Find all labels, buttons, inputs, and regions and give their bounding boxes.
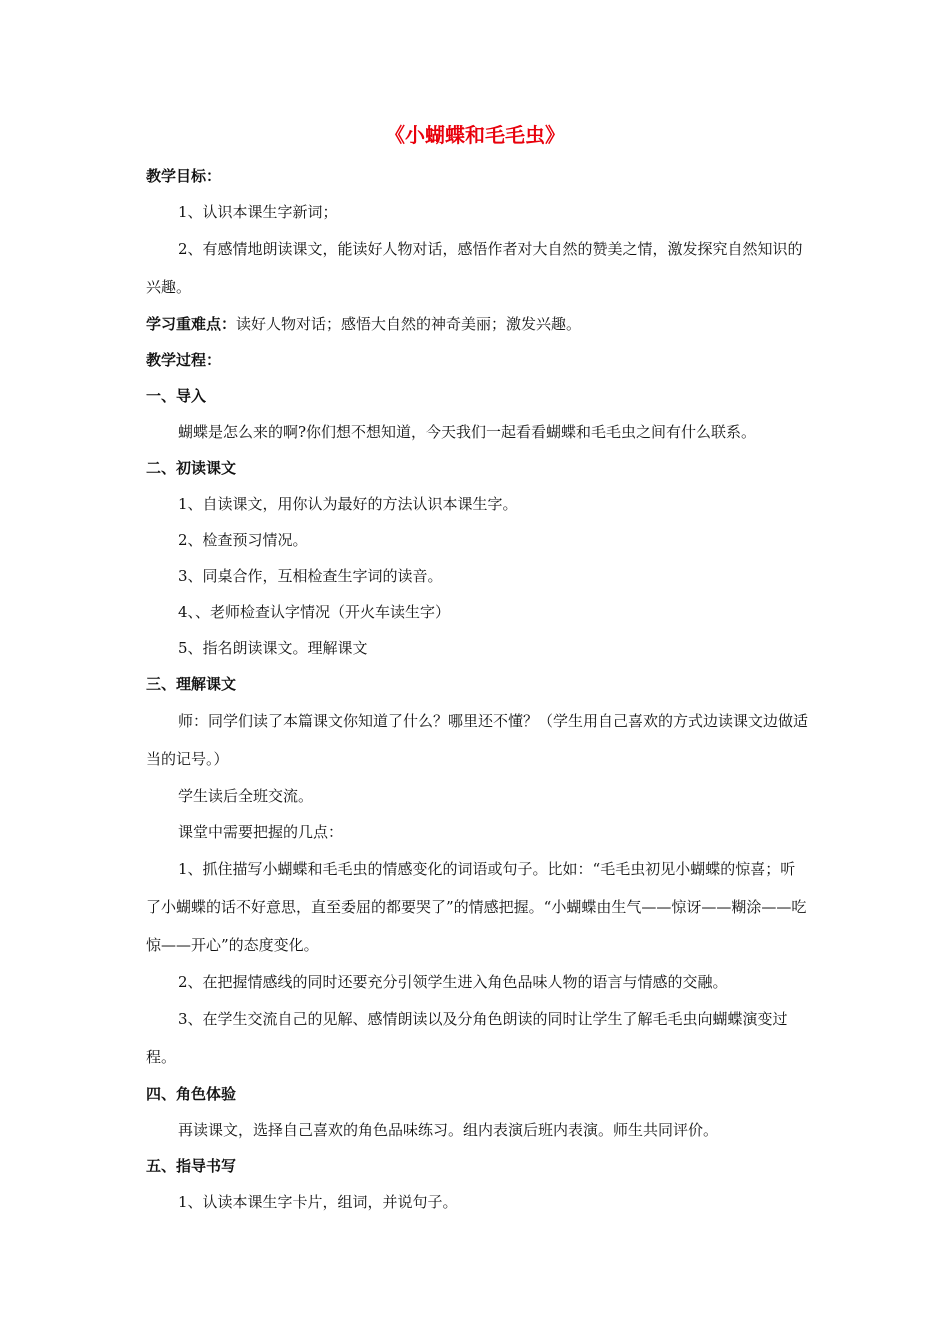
section-heading-understanding: 三、理解课文	[146, 675, 237, 693]
key-points-text: 读好人物对话；感悟大自然的神奇美丽；激发兴趣。	[236, 315, 582, 333]
process-heading: 教学过程：	[146, 351, 222, 369]
section-heading-intro: 一、导入	[146, 387, 207, 405]
key-points-label: 学习重难点：	[146, 315, 237, 333]
intro-text: 蝴蝶是怎么来的啊?你们想不想知道，今天我们一起看看蝴蝶和毛毛虫之间有什么联系。	[178, 423, 757, 441]
objective-item: 1、认识本课生字新词；	[178, 203, 338, 221]
key-points	[146, 306, 810, 342]
section-heading-first-reading: 二、初读课文	[146, 459, 237, 477]
objective-item: 2、有感情地朗读课文，能读好人物对话，感悟作者对大自然的赞美之情，激发探究自然知识的兴趣。	[146, 240, 803, 296]
list-item: 1、认读本课生字卡片，组词，并说句子。	[178, 1193, 458, 1211]
list-item: 1、自读课文，用你认为最好的方法认识本课生字。	[178, 495, 518, 513]
list-item: 3、同桌合作，互相检查生字词的读音。	[178, 567, 443, 585]
objectives-heading: 教学目标：	[146, 167, 222, 185]
document-body	[146, 158, 810, 1220]
paragraph: 学生读后全班交流。	[178, 787, 314, 805]
paragraph: 2、在把握情感线的同时还要充分引领学生进入角色品味人物的语言与情感的交融。	[178, 973, 728, 991]
paragraph: 师：同学们读了本篇课文你知道了什么？哪里还不懂？（学生用自己喜欢的方式边读课文边做适当的记号。）	[146, 712, 809, 768]
list-item: 5、指名朗读课文。理解课文	[178, 639, 368, 657]
paragraph: 3、在学生交流自己的见解、感情朗读以及分角色朗读的同时让学生了解毛毛虫向蝴蝶演变过程。	[146, 1010, 788, 1066]
role-play-text: 再读课文，选择自己喜欢的角色品味练习。组内表演后班内表演。师生共同评价。	[178, 1121, 719, 1139]
paragraph: 课堂中需要把握的几点：	[178, 823, 344, 841]
paragraph: 1、抓住描写小蝴蝶和毛毛虫的情感变化的词语或句子。比如：“毛毛虫初见小蝴蝶的惊喜；听了小蝴蝶的话不好意思，直至委屈的都要哭了”的情感把握。“小蝴蝶由生气——惊讶——糊涂——吃惊——开心”的态度变化。	[146, 860, 807, 954]
document-title: 《小蝴蝶和毛毛虫》	[385, 123, 565, 147]
section-heading-role-play: 四、角色体验	[146, 1085, 237, 1103]
list-item: 4、、老师检查认字情况（开火车读生字）	[178, 603, 451, 621]
section-heading-writing: 五、指导书写	[146, 1157, 237, 1175]
list-item: 2、检查预习情况。	[178, 531, 308, 549]
